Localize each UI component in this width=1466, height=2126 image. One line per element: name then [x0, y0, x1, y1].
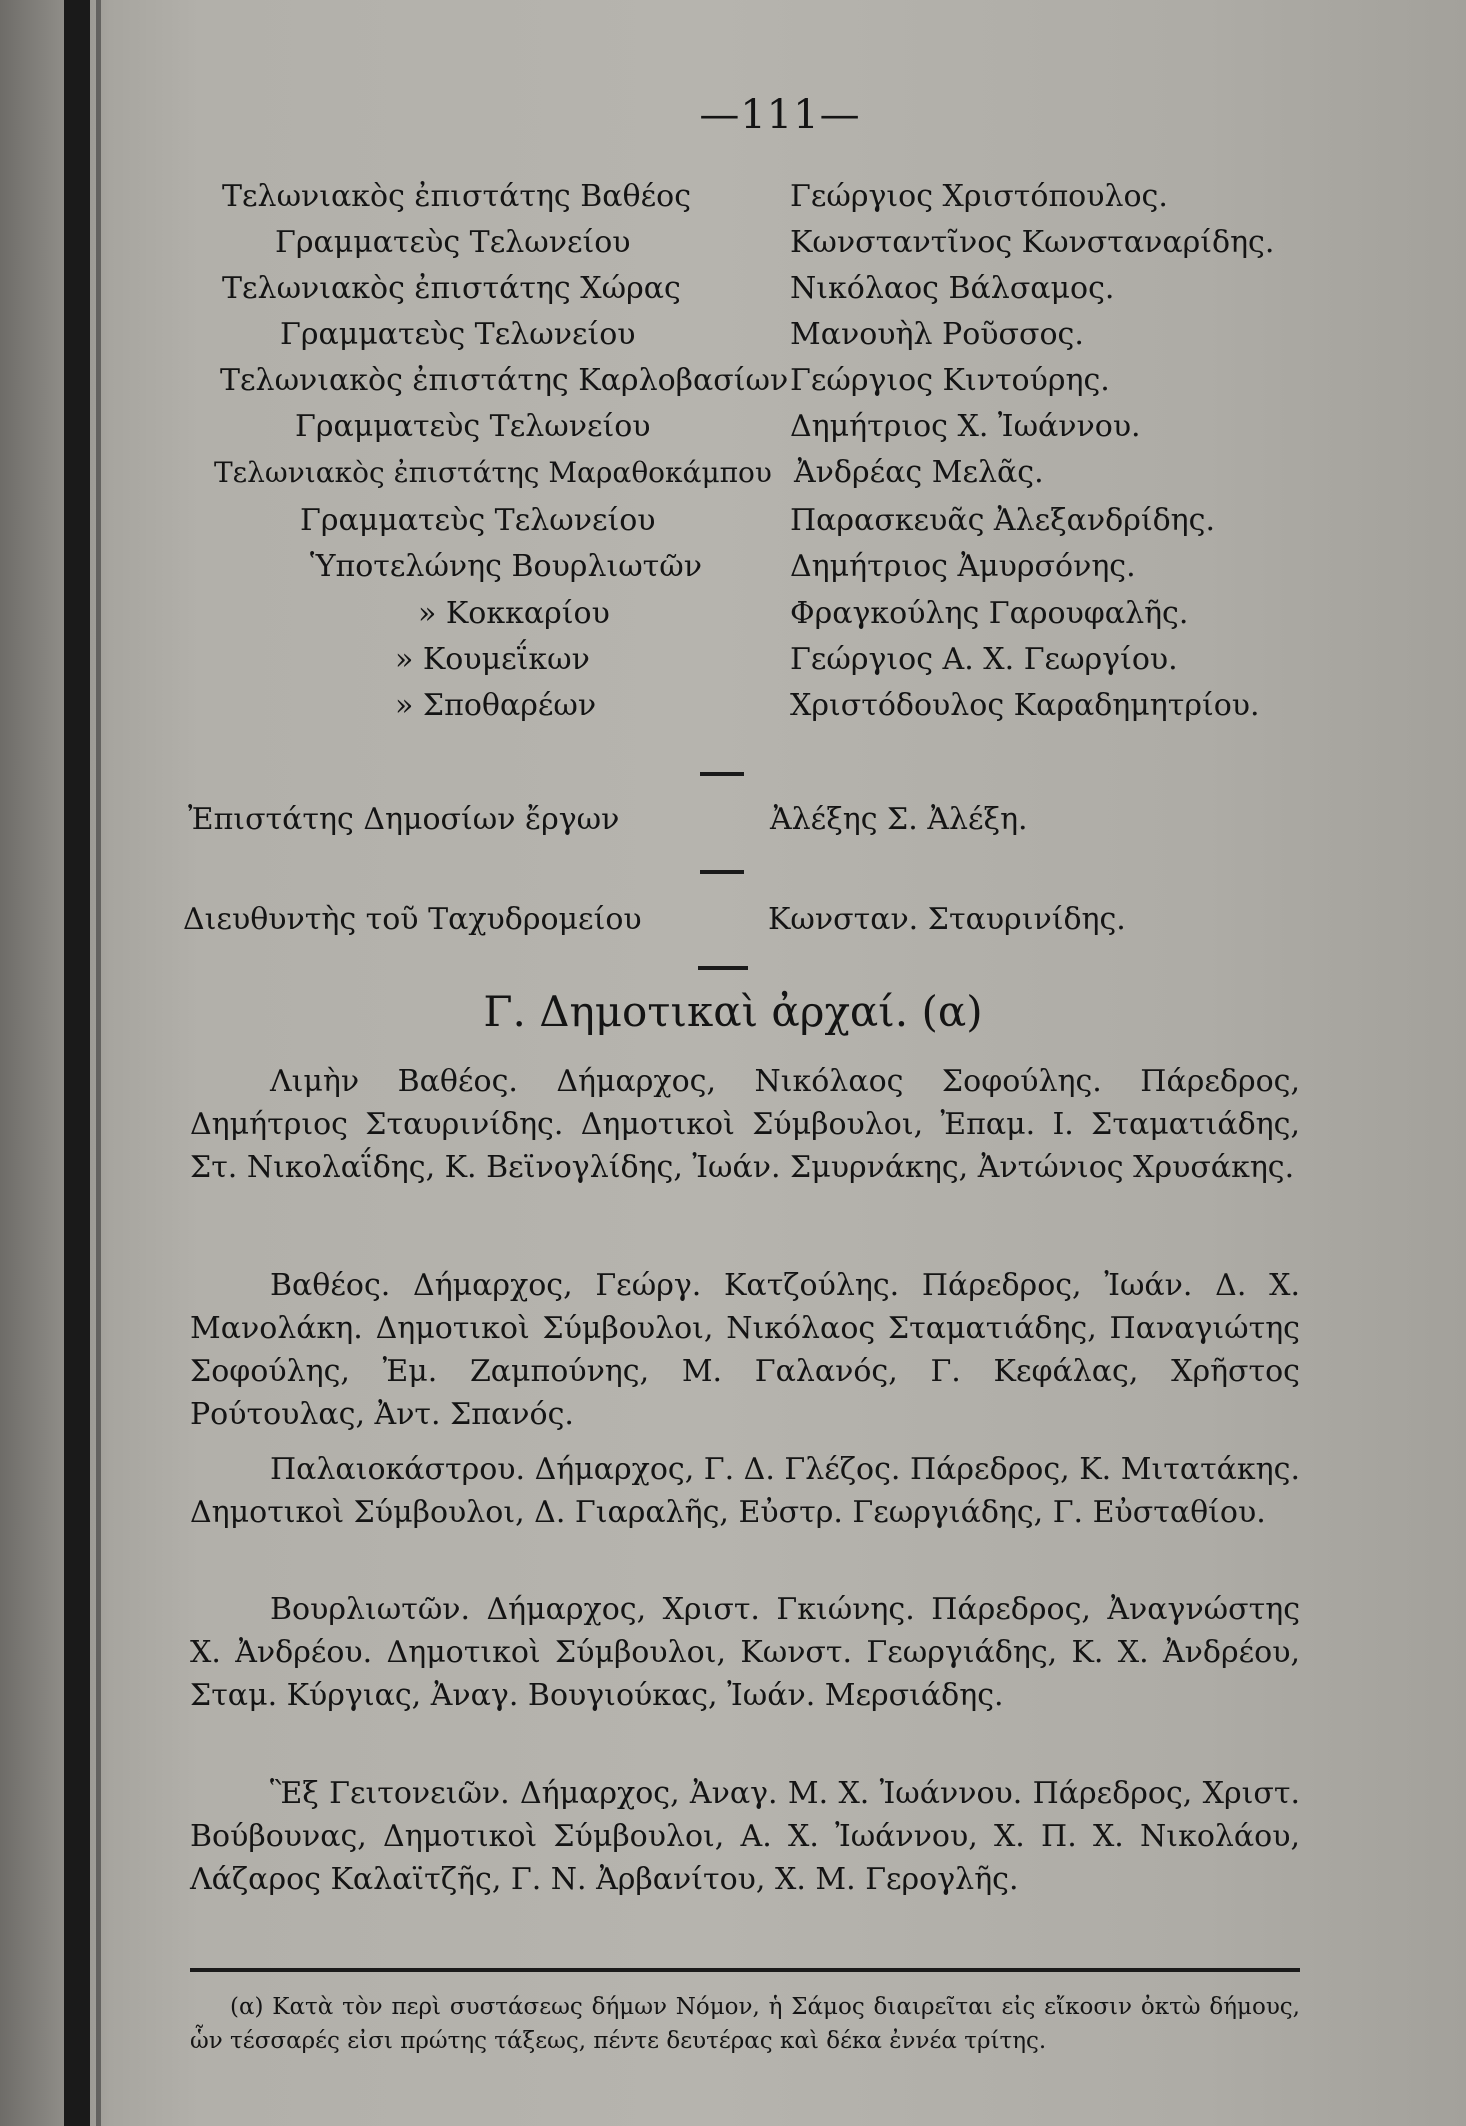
official-title: Τελωνιακὸς ἐπιστάτης Μαραθοκάμπου — [214, 456, 772, 489]
post-title: Διευθυντὴς τοῦ Ταχυδρομείου — [183, 902, 642, 937]
municipality-paragraph: Βουρλιωτῶν. Δήμαρχος, Χριστ. Γκιώνης. Πάρεδρος, Ἀναγνώστης Χ. Ἀνδρέου. Δημοτικοὶ Σύμβουλοι, Κωνστ. Γεωργιάδης, Κ. Χ. Ἀνδρέου, Σταμ. Κύργιας, Ἀναγ. Βουγιούκας, Ἰωάν. Μερσιάδης. — [190, 1592, 1300, 1713]
separator-dash — [700, 772, 744, 776]
official-name: Χριστόδουλος Καραδημητρίου. — [790, 688, 1260, 723]
footnote: (α) Κατὰ τὸν περὶ συστάσεως δήμων Νόμον, ἡ Σάμος διαιρεῖται εἰς εἴκοσιν ὀκτὼ δήμους, ὧν τέσσαρές εἰσι πρώτης τάξεως, πέντε δευτέρας καὶ δέκα ἐννέα τρίτης. — [190, 1994, 1300, 2054]
works-name: Ἀλέξης Σ. Ἀλέξη. — [770, 802, 1028, 837]
official-title: Γραμματεὺς Τελωνείου — [295, 409, 651, 444]
official-title: Τελωνιακὸς ἐπιστάτης Καρλοβασίων — [220, 363, 789, 398]
official-name: Φραγκούλης Γαρουφαλῆς. — [790, 596, 1189, 631]
municipality-paragraph: Παλαιοκάστρου. Δήμαρχος, Γ. Δ. Γλέζος. Πάρεδρος, Κ. Μιτατάκης. Δημοτικοὶ Σύμβουλοι, Δ. Γιαραλῆς, Εὐστρ. Γεωργιάδης, Γ. Εὐσταθίου. — [190, 1452, 1300, 1530]
official-name: Νικόλαος Βάλσαμος. — [790, 271, 1115, 306]
official-title: Τελωνιακὸς ἐπιστάτης Βαθέος — [222, 179, 692, 214]
official-name: Κωνσταντῖνος Κωνσταναρίδης. — [790, 225, 1275, 260]
official-name: Ἀνδρέας Μελᾶς. — [794, 455, 1044, 490]
municipality-paragraph: Βαθέος. Δήμαρχος, Γεώργ. Κατζούλης. Πάρεδρος, Ἰωάν. Δ. Χ. Μανολάκη. Δημοτικοὶ Σύμβουλοι, Νικόλαος Σταματιάδης, Παναγιώτης Σοφούλης, Ἐμ. Ζαμπούνης, Μ. Γαλανός, Γ. Κεφάλας, Χρῆστος Ρούτουλας, Ἀντ. Σπανός. — [190, 1268, 1300, 1432]
municipality-paragraph: Ἓξ Γειτονειῶν. Δήμαρχος, Ἀναγ. Μ. Χ. Ἰωάννου. Πάρεδρος, Χριστ. Βούβουνας, Δημοτικοὶ Σύμβουλοι, Α. Χ. Ἰωάννου, Χ. Π. Χ. Νικολάου, Λάζαρος Καλαϊτζῆς, Γ. Ν. Ἀρβανίτου, Χ. Μ. Γερογλῆς. — [190, 1776, 1300, 1897]
page-number: —111— — [699, 92, 861, 138]
official-name: Γεώργιος Κιντούρης. — [790, 363, 1110, 398]
section-heading: Γ. Δημοτικαὶ ἀρχαί. (α) — [483, 987, 983, 1036]
official-title: Γραμματεὺς Τελωνείου — [300, 503, 656, 538]
official-title: Τελωνιακὸς ἐπιστάτης Χώρας — [222, 271, 681, 306]
official-title: Ὑποτελώνης Βουρλιωτῶν — [310, 549, 702, 584]
official-title: Γραμματεὺς Τελωνείου — [280, 317, 636, 352]
official-name: Δημήτριος Ἀμυρσόνης. — [790, 549, 1136, 584]
official-name: Παρασκευᾶς Ἀλεξανδρίδης. — [790, 503, 1215, 538]
official-title: » Κουμεΐκων — [395, 642, 590, 677]
post-name: Κωνσταν. Σταυρινίδης. — [768, 902, 1126, 937]
book-spine-shadow — [64, 0, 90, 2126]
official-title: » Κοκκαρίου — [418, 596, 610, 631]
official-title: Γραμματεὺς Τελωνείου — [275, 225, 631, 260]
footnote-rule — [190, 1968, 1300, 1972]
official-name: Γεώργιος Χριστόπουλος. — [790, 179, 1168, 214]
separator-dash — [698, 966, 748, 970]
separator-dash — [700, 870, 744, 874]
official-name: Γεώργιος Α. Χ. Γεωργίου. — [790, 642, 1178, 677]
municipality-paragraph: Λιμὴν Βαθέος. Δήμαρχος, Νικόλαος Σοφούλης. Πάρεδρος, Δημήτριος Σταυρινίδης. Δημοτικοὶ Σύμβουλοι, Ἐπαμ. Ι. Σταματιάδης, Στ. Νικολαΐδης, Κ. Βεϊνογλίδης, Ἰωάν. Σμυρνάκης, Ἀντώνιος Χρυσάκης. — [190, 1064, 1300, 1185]
works-title: Ἐπιστάτης Δημοσίων ἔργων — [188, 802, 620, 837]
book-spine-edge — [96, 0, 101, 2126]
official-name: Μανουὴλ Ροῦσσος. — [790, 317, 1084, 352]
official-title: » Σποθαρέων — [395, 688, 597, 723]
official-name: Δημήτριος Χ. Ἰωάννου. — [790, 409, 1141, 444]
